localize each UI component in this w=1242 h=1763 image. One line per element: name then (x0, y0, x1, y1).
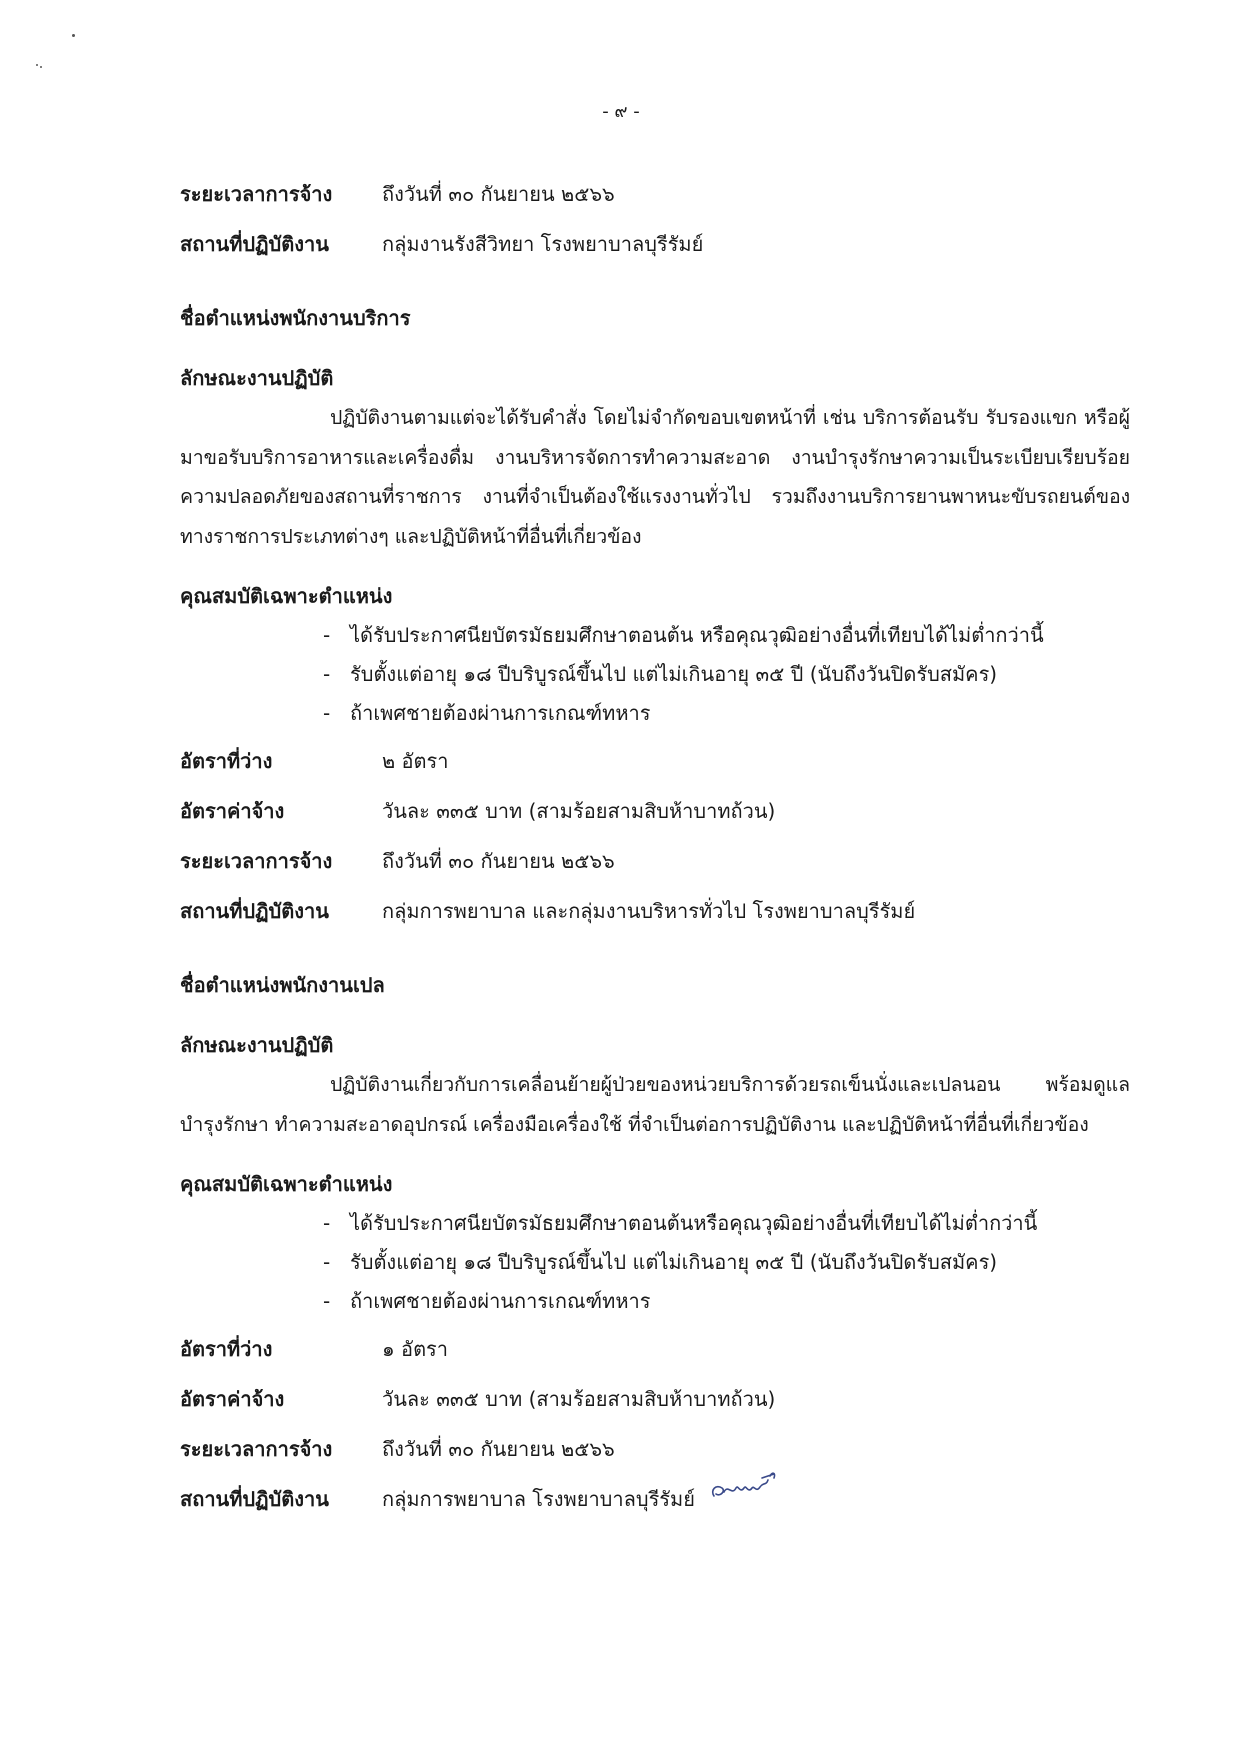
qualification-text: ได้รับประกาศนียบัตรมัธยมศึกษาตอนต้น หรือคุณวุฒิอย่างอื่นที่เทียบได้ไม่ต่ำกว่านี้ (350, 623, 1044, 647)
work-location-value: กลุ่มงานรังสีวิทยา โรงพยาบาลบุรีรัมย์ (382, 232, 704, 256)
bullet-dash: - (323, 623, 331, 647)
qualification-item (323, 1282, 1130, 1321)
wage-value: วันละ ๓๓๕ บาท (สามร้อยสามสิบห้าบาทถ้วน) (382, 1387, 776, 1411)
qualification-text: รับตั้งแต่อายุ ๑๘ ปีบริบูรณ์ขึ้นไป แต่ไม่เกินอายุ ๓๕ ปี (นับถึงวันปิดรับสมัคร) (350, 662, 998, 686)
employment-duration-row (180, 178, 1130, 228)
wage-label: อัตราค่าจ้าง (180, 799, 285, 823)
employment-duration-value: ถึงวันที่ ๓๐ กันยายน ๒๕๖๖ (382, 182, 615, 206)
vacancies-label: อัตราที่ว่าง (180, 1337, 273, 1361)
employment-duration-label: ระยะเวลาการจ้าง (180, 849, 333, 873)
vacancies-value: ๒ อัตรา (382, 749, 449, 773)
vacancies-label: อัตราที่ว่าง (180, 749, 273, 773)
qualifications-heading: คุณสมบัติเฉพาะตำแหน่ง (180, 1172, 393, 1196)
qualification-item (323, 655, 1130, 694)
duties-heading: ลักษณะงานปฏิบัติ (180, 1033, 334, 1057)
work-location-row (180, 228, 1130, 278)
work-location-row (180, 895, 1130, 945)
wage-row (180, 795, 1130, 845)
bullet-dash: - (323, 1289, 331, 1313)
vacancies-value: ๑ อัตรา (382, 1337, 449, 1361)
work-location-label: สถานที่ปฏิบัติงาน (180, 1487, 329, 1511)
work-location-value: กลุ่มการพยาบาล โรงพยาบาลบุรีรัมย์ (382, 1487, 695, 1511)
wage-label: อัตราค่าจ้าง (180, 1387, 285, 1411)
duties-heading: ลักษณะงานปฏิบัติ (180, 366, 334, 390)
employment-duration-value: ถึงวันที่ ๓๐ กันยายน ๒๕๖๖ (382, 1437, 615, 1461)
bullet-dash: - (323, 662, 331, 686)
vacancies-row (180, 745, 1130, 795)
work-location-row (180, 1483, 1130, 1533)
qualifications-list (180, 1204, 1130, 1321)
bullet-dash: - (323, 1211, 331, 1235)
vacancies-row (180, 1333, 1130, 1383)
handwritten-initials-signature (708, 1466, 788, 1506)
qualification-item (323, 1204, 1130, 1243)
duties-text: ปฏิบัติงานตามแต่จะได้รับคำสั่ง โดยไม่จำกัดขอบเขตหน้าที่ เช่น บริการต้อนรับ รับรองแขก หรือผู้มาขอรับบริการอาหารและเครื่องดื่ม งานบริหารจัดการทำความสะอาด งานบำรุงรักษาความเป็นระเบียบเรียบร้อย ความปลอดภัยของสถานที่ราชการ งานที่จำเป็นต้องใช้แรงงานทั่วไป รวมถึงงานบริการยานพาหนะขับรถยนต์ของทางราชการประเภทต่างๆ และปฏิบัติหน้าที่อื่นที่เกี่ยวข้อง (180, 406, 1130, 548)
document-body (180, 178, 1130, 1533)
employment-duration-value: ถึงวันที่ ๓๐ กันยายน ๒๕๖๖ (382, 849, 615, 873)
work-location-label: สถานที่ปฏิบัติงาน (180, 899, 329, 923)
position-title: ชื่อตำแหน่งพนักงานบริการ (180, 306, 411, 330)
wage-row (180, 1383, 1130, 1433)
qualification-item (323, 616, 1130, 655)
employment-duration-label: ระยะเวลาการจ้าง (180, 182, 333, 206)
qualification-text: ถ้าเพศชายต้องผ่านการเกณฑ์ทหาร (350, 701, 651, 725)
qualification-text: ถ้าเพศชายต้องผ่านการเกณฑ์ทหาร (350, 1289, 651, 1313)
qualification-item (323, 1243, 1130, 1282)
duties-text: ปฏิบัติงานเกี่ยวกับการเคลื่อนย้ายผู้ป่วยของหน่วยบริการด้วยรถเข็นนั่งและเปลนอน พร้อมดูแลบำรุงรักษา ทำความสะอาดอุปกรณ์ เครื่องมือเครื่องใช้ ที่จำเป็นต่อการปฏิบัติงาน และปฏิบัติหน้าที่อื่นที่เกี่ยวข้อง (180, 1073, 1130, 1136)
work-location-value: กลุ่มการพยาบาล และกลุ่มงานบริหารทั่วไป โรงพยาบาลบุรีรัมย์ (382, 899, 916, 923)
bullet-dash: - (323, 1250, 331, 1274)
position-title: ชื่อตำแหน่งพนักงานเปล (180, 973, 385, 997)
qualification-text: รับตั้งแต่อายุ ๑๘ ปีบริบูรณ์ขึ้นไป แต่ไม่เกินอายุ ๓๕ ปี (นับถึงวันปิดรับสมัคร) (350, 1250, 998, 1274)
qualifications-list (180, 616, 1130, 733)
qualification-item (323, 694, 1130, 733)
wage-value: วันละ ๓๓๕ บาท (สามร้อยสามสิบห้าบาทถ้วน) (382, 799, 776, 823)
employment-duration-label: ระยะเวลาการจ้าง (180, 1437, 333, 1461)
work-location-label: สถานที่ปฏิบัติงาน (180, 232, 329, 256)
bullet-dash: - (323, 701, 331, 725)
page-number: - ๙ - (602, 101, 640, 122)
qualification-text: ได้รับประกาศนียบัตรมัธยมศึกษาตอนต้นหรือคุณวุฒิอย่างอื่นที่เทียบได้ไม่ต่ำกว่านี้ (350, 1211, 1038, 1235)
employment-duration-row (180, 845, 1130, 895)
employment-duration-row (180, 1433, 1130, 1483)
qualifications-heading: คุณสมบัติเฉพาะตำแหน่ง (180, 584, 393, 608)
